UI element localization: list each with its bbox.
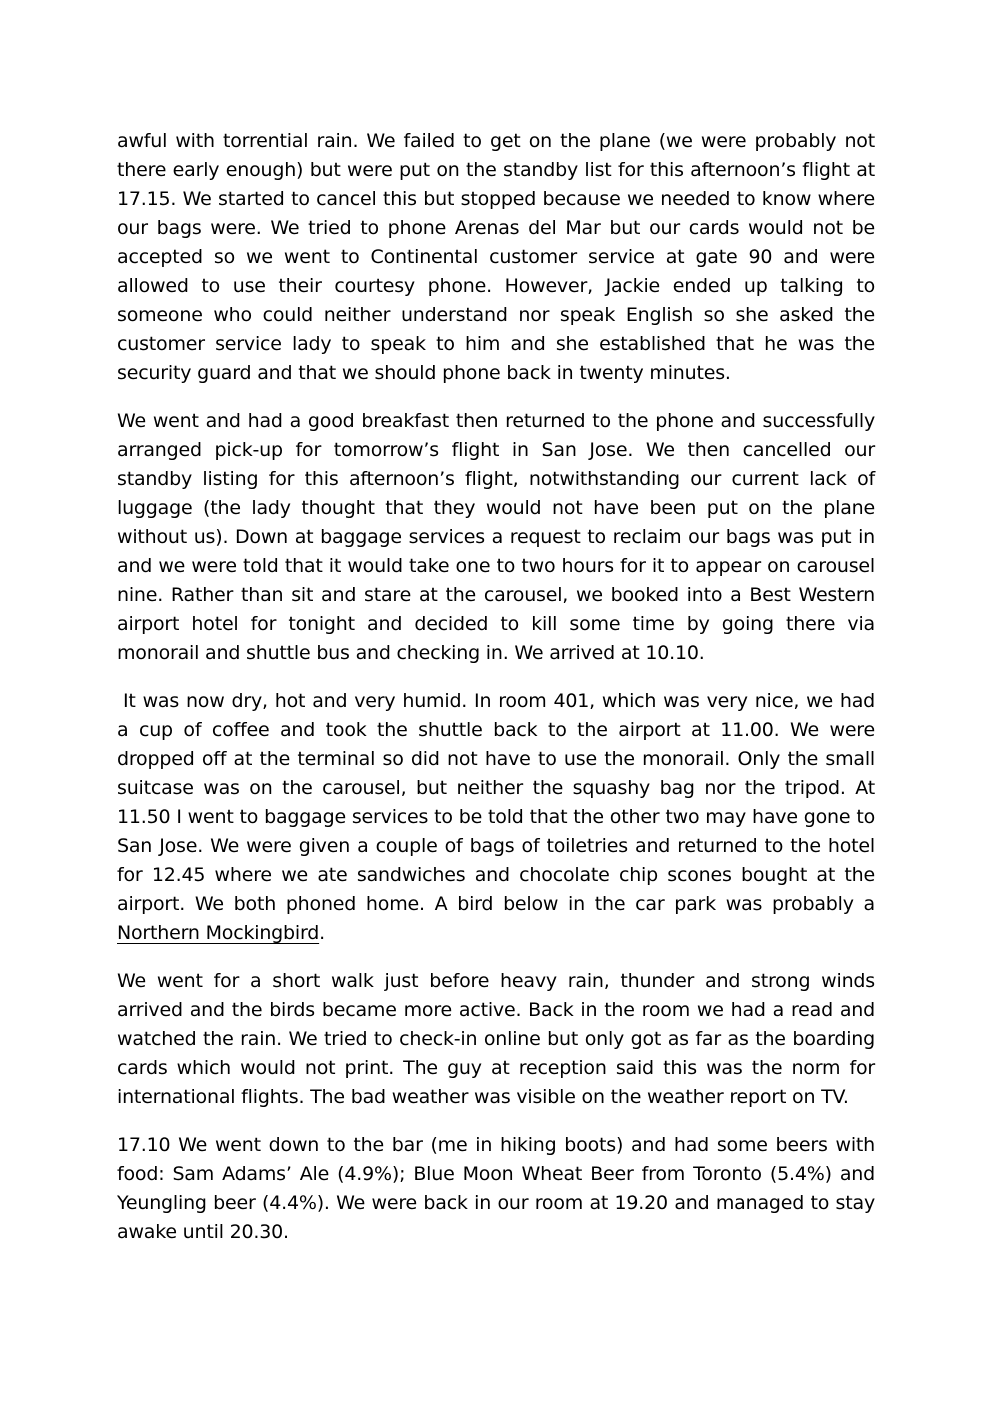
paragraph-4: We went for a short walk just before heavy rain, thunder and strong winds arrived and the birds became more active. Back in the room we had a read and watched the rain. We tried to check-in online but only got as far as the boarding cards which would not print. The guy at reception said this was the norm for international flights. The bad weather was visible on the weather report on TV. <box>117 970 875 1108</box>
bird-name-underlined-text: Northern Mockingbird <box>117 922 320 944</box>
paragraph-5: 17.10 We went down to the bar (me in hiking boots) and had some beers with food: Sam Adams’ Ale (4.9%); Blue Moon Wheat Beer from Toronto (5.4%) and Yeungling beer (4.4%). We were back in our room at 19.20 and managed to stay awake until 20.30. <box>117 1134 875 1243</box>
paragraph-3-text-before: It was now dry, hot and very humid. In room 401, which was very nice, we had a cup of coffee and took the shuttle back to the airport at 11.00. We were dropped off at the terminal so did not have to use the monorail. Only the small suitcase was on the carousel, but neither the squashy bag nor the tripod. At 11.50 I went to baggage services to be told that the other two may have gone to San Jose. We were given a couple of bags of toiletries and returned to the hotel for 12.45 where we ate sandwiches and chocolate chip scones bought at the airport. We both phoned home. A bird below in the car park was probably a <box>117 690 875 915</box>
paragraph-2: We went and had a good breakfast then returned to the phone and successfully arranged pick-up for tomorrow’s flight in San Jose. We then cancelled our standby listing for this afternoon’s flight, notwithstanding our current lack of luggage (the lady thought that they would not have been put on the plane without us). Down at baggage services a request to reclaim our bags was put in and we were told that it would take one to two hours for it to appear on carousel nine. Rather than sit and stare at the carousel, we booked into a Best Western airport hotel for tonight and decided to kill some time by going there via monorail and shuttle bus and checking in. We arrived at 10.10. <box>117 410 875 664</box>
document-text-block <box>117 127 875 1247</box>
paragraph-3 <box>117 687 875 948</box>
paragraph-3-text-after: . <box>319 922 325 944</box>
paragraph-1: awful with torrential rain. We failed to get on the plane (we were probably not there early enough) but were put on the standby list for this afternoon’s flight at 17.15. We started to cancel this but stopped because we needed to know where our bags were. We tried to phone Arenas del Mar but our cards would not be accepted so we went to Continental customer service at gate 90 and were allowed to use their courtesy phone. However, Jackie ended up talking to someone who could neither understand nor speak English so she asked the customer service lady to speak to him and she established that he was the security guard and that we should phone back in twenty minutes. <box>117 130 875 384</box>
